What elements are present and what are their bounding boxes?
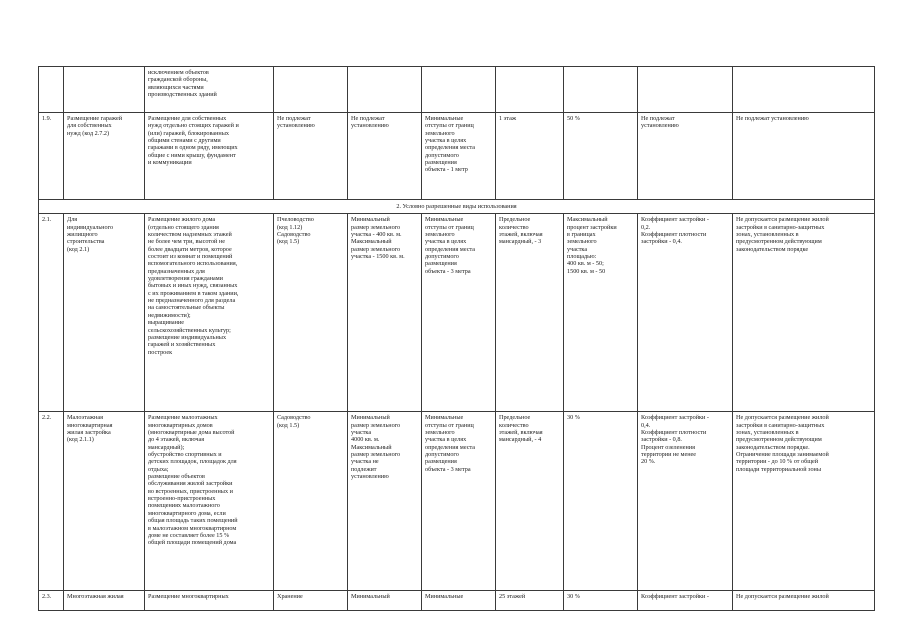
auxiliary-use-cell — [274, 214, 348, 412]
cell-text-line: установлению — [641, 122, 679, 130]
cell-text-line: площади территориальной зоны — [736, 465, 822, 473]
cell-text-line: Минимальные — [425, 216, 464, 224]
cell-text-line: Не подлежат — [277, 115, 311, 122]
density-coefficient-cell — [638, 412, 733, 591]
cell-text-line: отступы от границ — [425, 223, 474, 231]
cell-text-line: предусмотренном действующим — [736, 436, 822, 444]
cell-text-line: Предельное — [499, 216, 531, 224]
use-description-cell — [145, 591, 274, 611]
cell-text-line: участка в целях — [425, 436, 467, 444]
auxiliary-use-cell — [274, 591, 348, 611]
cell-text-line: участка в целях — [425, 137, 467, 145]
cell-text-line: Не подлежат — [351, 115, 385, 122]
cell-text-line: общие с ними крышу, фундамент — [148, 151, 236, 159]
cell-text-line: Размещение многоквартирных — [148, 593, 229, 601]
storeys-cell — [496, 214, 564, 412]
cell-text-line: производственных зданий — [148, 91, 217, 99]
coverage-percent-cell — [564, 591, 638, 611]
coverage-percent-cell — [564, 67, 638, 113]
cell-text-line: отступы от границ — [425, 122, 474, 130]
cell-text-line: размещения — [425, 159, 457, 167]
cell-text-line: Коэффициент плотности — [641, 429, 707, 437]
cell-text-line: Ограничение площади занимаемой — [736, 451, 829, 459]
cell-text-line: Для — [67, 216, 78, 224]
cell-text-line: отступы от границ — [425, 421, 474, 429]
cell-text-line: Не допускается размещение жилой — [736, 414, 829, 422]
cell-text-line: общая площадь таких помещений — [148, 517, 238, 525]
cell-text-line: подлежит — [351, 465, 377, 473]
cell-text-line: законодательством порядке. — [736, 443, 810, 451]
cell-text-line: сельскохозяйственных культур; — [148, 326, 231, 334]
cell-text-line: размещения — [425, 260, 457, 268]
cell-text-line: являющихся частями — [148, 83, 204, 91]
cell-text-line: 50 % — [567, 115, 580, 122]
cell-text-line: общей площади помещений дома — [148, 539, 237, 547]
zone-use-name-cell — [64, 412, 145, 591]
setback-cell — [422, 412, 496, 591]
table-body — [39, 67, 875, 611]
cell-text-line: размещения — [425, 458, 457, 466]
cell-text-line: (код 1.12) — [277, 223, 303, 231]
cell-text-line: застройки - 0,4. — [641, 238, 682, 246]
cell-text-line: объекта - 1 метр — [425, 166, 468, 174]
cell-text-line: Размещение гаражей — [67, 115, 123, 122]
cell-text-line: мансардный, - 3 — [499, 238, 542, 246]
cell-text-line: 4000 кв. м. — [351, 436, 380, 444]
cell-text-line: удовлетворения гражданами — [148, 275, 223, 283]
cell-text-line: определения места — [425, 443, 475, 451]
density-coefficient-cell — [638, 214, 733, 412]
storeys-cell — [496, 591, 564, 611]
cell-text-line: размер земельного — [351, 421, 401, 429]
cell-text-line: размещение индивидуальных — [148, 333, 227, 341]
cell-text-line: Максимальный — [567, 216, 608, 224]
table-row — [39, 113, 875, 200]
cell-text-line: (код 1.5) — [277, 421, 300, 429]
cell-text-line: выращивание — [148, 319, 184, 327]
cell-text-line: земельного — [567, 238, 597, 246]
plot-size-cell — [348, 214, 422, 412]
cell-text-line: обустройство спортивных и — [148, 451, 222, 459]
cell-text-line: и коммуникации — [148, 159, 192, 167]
density-coefficient-cell — [638, 113, 733, 200]
cell-text-line: Коэффициент плотности — [641, 231, 707, 239]
cell-text-line: Не допускается размещение жилой — [736, 216, 829, 224]
cell-text-line: установлению — [351, 122, 389, 130]
cell-text-line: Коэффициент застройки - — [641, 414, 709, 422]
use-description-cell — [145, 412, 274, 591]
cell-text-line: до 4 этажей, включая — [148, 436, 205, 444]
cell-text-line: Не подлежат установлению — [736, 115, 809, 122]
cell-text-line: во встроенных, пристроенных и — [148, 487, 233, 495]
cell-text-line: определения места — [425, 144, 475, 152]
cell-text-line: установлению — [351, 473, 389, 481]
cell-text-line: Коэффициент застройки - — [641, 593, 709, 601]
cell-text-line: 400 кв. м - 50; — [567, 260, 604, 268]
use-description-cell — [145, 214, 274, 412]
cell-text-line: Садоводство — [277, 414, 311, 422]
zone-use-name-cell — [64, 113, 145, 200]
plot-size-cell — [348, 67, 422, 113]
cell-text-line: застройки в санитарно-защитных — [736, 223, 825, 231]
cell-text-line: допустимого — [425, 151, 459, 159]
cell-text-line: застройки в санитарно-защитных — [736, 421, 825, 429]
cell-text-line: состоит из комнат и помещений — [148, 253, 233, 261]
cell-text-line: Размещение для собственных — [148, 115, 227, 122]
cell-text-line: 0,4. — [641, 421, 651, 429]
cell-text-line: (код 2.1.1) — [67, 436, 94, 444]
setback-cell — [422, 67, 496, 113]
zone-use-name-cell — [64, 67, 145, 113]
row-number-cell: 1.9. — [39, 113, 64, 200]
cell-text-line: участка - 400 кв. м. — [351, 231, 402, 239]
cell-text-line: размер земельного — [351, 245, 401, 253]
cell-text-line: размер земельного — [351, 223, 401, 231]
table-row — [39, 591, 875, 611]
cell-text-line: жилищного — [67, 231, 98, 239]
row-number-cell: 2.1. — [39, 214, 64, 412]
cell-text-line: гаражами в одном ряду, имеющих — [148, 144, 238, 152]
coverage-percent-cell — [564, 214, 638, 412]
cell-text-line: земельного — [425, 429, 455, 437]
cell-text-line: нужд (код 2.7.2) — [67, 129, 110, 137]
cell-text-line: строительства — [67, 238, 105, 246]
cell-text-line: Минимальный — [351, 414, 390, 422]
cell-text-line: 25 этажей — [499, 593, 526, 601]
cell-text-line: Максимальный — [351, 443, 392, 451]
cell-text-line: этажей, включая — [499, 231, 543, 239]
cell-text-line: мансардный, - 4 — [499, 436, 542, 444]
cell-text-line: в границах — [567, 231, 596, 239]
setback-cell — [422, 113, 496, 200]
cell-text-line: допустимого — [425, 451, 459, 459]
zone-use-name-cell — [64, 214, 145, 412]
cell-text-line: многоквартирная — [67, 421, 113, 429]
cell-text-line: (отдельно стоящего здания — [148, 223, 219, 231]
section-header-row — [39, 200, 875, 214]
cell-text-line: участка - 1500 кв. м. — [351, 253, 405, 261]
cell-text-line: 20 %. — [641, 458, 656, 466]
cell-text-line: размещение объектов — [148, 473, 205, 481]
cell-text-line: Минимальные — [425, 115, 464, 122]
cell-text-line: этажей, включая — [499, 429, 543, 437]
row-number-cell: 2.2. — [39, 412, 64, 591]
cell-text-line: предназначенных для — [148, 267, 205, 275]
cell-text-line: помещениях малоэтажного — [148, 502, 220, 510]
setback-cell — [422, 214, 496, 412]
cell-text-line: участка — [567, 245, 588, 253]
cell-text-line: участка в целях — [425, 238, 467, 246]
cell-text-line: гражданской обороны, — [148, 76, 208, 84]
plot-size-cell — [348, 113, 422, 200]
cell-text-line: (код 2.1) — [67, 245, 90, 253]
cell-text-line: с их проживанием в таком здании, — [148, 289, 239, 297]
restrictions-cell — [733, 67, 875, 113]
cell-text-line: определения места — [425, 245, 475, 253]
cell-text-line: 30 % — [567, 593, 580, 601]
cell-text-line: встроенно-пристроенных — [148, 495, 216, 503]
cell-text-line: недвижимости); — [148, 311, 191, 319]
cell-text-line: Процент озеленения — [641, 443, 695, 451]
cell-text-line: размер земельного — [351, 451, 401, 459]
cell-text-line: 0,2. — [641, 223, 651, 231]
restrictions-cell — [733, 591, 875, 611]
cell-text-line: Размещение жилого дома — [148, 216, 216, 224]
cell-text-line: территории не менее — [641, 451, 696, 459]
cell-text-line: Многоэтажная жилая — [67, 593, 124, 601]
cell-text-line: зонах, установленных в — [736, 429, 799, 437]
cell-text-line: многоквартирных домов — [148, 421, 213, 429]
cell-text-line: (многоквартирные дома высотой — [148, 429, 235, 437]
cell-text-line: жилая застройка — [67, 429, 111, 437]
cell-text-line: допустимого — [425, 253, 459, 261]
cell-text-line: предусмотренном действующим — [736, 238, 822, 246]
cell-text-line: земельного — [425, 231, 455, 239]
cell-text-line: исключением объектов — [148, 69, 209, 76]
setback-cell — [422, 591, 496, 611]
cell-text-line: площадью: — [567, 253, 597, 261]
cell-text-line: Максимальный — [351, 238, 392, 246]
row-number-cell: 2.3. — [39, 591, 64, 611]
cell-text-line: не предназначенного для раздела — [148, 297, 236, 305]
cell-text-line: 30 % — [567, 414, 580, 422]
use-description-cell — [145, 113, 274, 200]
auxiliary-use-cell — [274, 113, 348, 200]
cell-text-line: в малоэтажном многоквартирном — [148, 524, 237, 532]
cell-text-line: Не подлежат — [641, 115, 675, 122]
coverage-percent-cell — [564, 412, 638, 591]
cell-text-line: количество — [499, 223, 529, 231]
auxiliary-use-cell — [274, 412, 348, 591]
regulations-table-page — [38, 66, 874, 611]
cell-text-line: общими стенами с другими — [148, 137, 221, 145]
storeys-cell — [496, 67, 564, 113]
cell-text-line: нужд отдельно стоящих гаражей и — [148, 122, 239, 130]
cell-text-line: отдыха; — [148, 465, 169, 473]
storeys-cell — [496, 412, 564, 591]
restrictions-cell — [733, 214, 875, 412]
cell-text-line: Коэффициент застройки - — [641, 216, 709, 224]
cell-text-line: Пчеловодство — [277, 216, 314, 224]
auxiliary-use-cell — [274, 67, 348, 113]
cell-text-line: для собственных — [67, 122, 112, 130]
density-coefficient-cell — [638, 591, 733, 611]
use-description-cell — [145, 67, 274, 113]
cell-text-line: количество — [499, 421, 529, 429]
cell-text-line: Малоэтажная — [67, 414, 103, 422]
cell-text-line: Минимальные — [425, 414, 464, 422]
cell-text-line: многоквартирного дома, если — [148, 509, 226, 517]
cell-text-line: бытовых и иных нужд, связанных — [148, 282, 238, 290]
row-number-cell — [39, 67, 64, 113]
cell-text-line: процент застройки — [567, 223, 617, 231]
cell-text-line: 1 этаж — [499, 115, 517, 122]
cell-text-line: 1500 кв. м - 50 — [567, 267, 606, 275]
restrictions-cell — [733, 113, 875, 200]
cell-text-line: установлению — [277, 122, 315, 130]
plot-size-cell — [348, 591, 422, 611]
cell-text-line: (или) гаражей, блокированных — [148, 129, 229, 137]
cell-text-line: построек — [148, 348, 173, 356]
cell-text-line: застройки - 0,8. — [641, 436, 682, 444]
cell-text-line: (код 1.5) — [277, 238, 300, 246]
density-coefficient-cell — [638, 67, 733, 113]
cell-text-line: индивидуального — [67, 223, 114, 231]
cell-text-line: не более чем три, высотой не — [148, 238, 225, 246]
cell-text-line: более двадцати метров, которое — [148, 245, 232, 253]
cell-text-line: вспомогательного использования, — [148, 260, 238, 268]
land-use-regulations-table — [38, 66, 875, 611]
coverage-percent-cell — [564, 113, 638, 200]
table-row — [39, 214, 875, 412]
cell-text-line: Предельное — [499, 414, 531, 422]
table-row — [39, 412, 875, 591]
zone-use-name-cell — [64, 591, 145, 611]
cell-text-line: объекта - 3 метра — [425, 267, 471, 275]
cell-text-line: гаражей и хозяйственных — [148, 341, 216, 349]
cell-text-line: территории - до 10 % от общей — [736, 458, 819, 466]
cell-text-line: объекта - 3 метра — [425, 465, 471, 473]
cell-text-line: Хранение — [277, 593, 303, 601]
storeys-cell — [496, 113, 564, 200]
cell-text-line: Минимальные — [425, 593, 464, 601]
table-row — [39, 67, 875, 113]
cell-text-line: Минимальный — [351, 216, 390, 224]
cell-text-line: участка — [351, 429, 372, 437]
cell-text-line: Минимальный — [351, 593, 390, 601]
section-title: 2. Условно разрешенные виды использования — [39, 200, 875, 214]
plot-size-cell — [348, 412, 422, 591]
cell-text-line: зонах, установленных в — [736, 231, 799, 239]
cell-text-line: обслуживания жилой застройки — [148, 480, 233, 488]
cell-text-line: земельного — [425, 129, 455, 137]
cell-text-line: доме не составляет более 15 % — [148, 531, 230, 539]
cell-text-line: мансардный); — [148, 443, 185, 451]
cell-text-line: Садоводство — [277, 231, 311, 239]
cell-text-line: законодательством порядке — [736, 245, 809, 253]
restrictions-cell — [733, 412, 875, 591]
cell-text-line: детских площадок, площадок для — [148, 458, 237, 466]
cell-text-line: на самостоятельные объекты — [148, 304, 225, 312]
cell-text-line: участка не — [351, 458, 379, 466]
cell-text-line: Не допускается размещение жилой — [736, 593, 829, 601]
cell-text-line: Размещение малоэтажных — [148, 414, 218, 422]
cell-text-line: количеством надземных этажей — [148, 231, 232, 239]
